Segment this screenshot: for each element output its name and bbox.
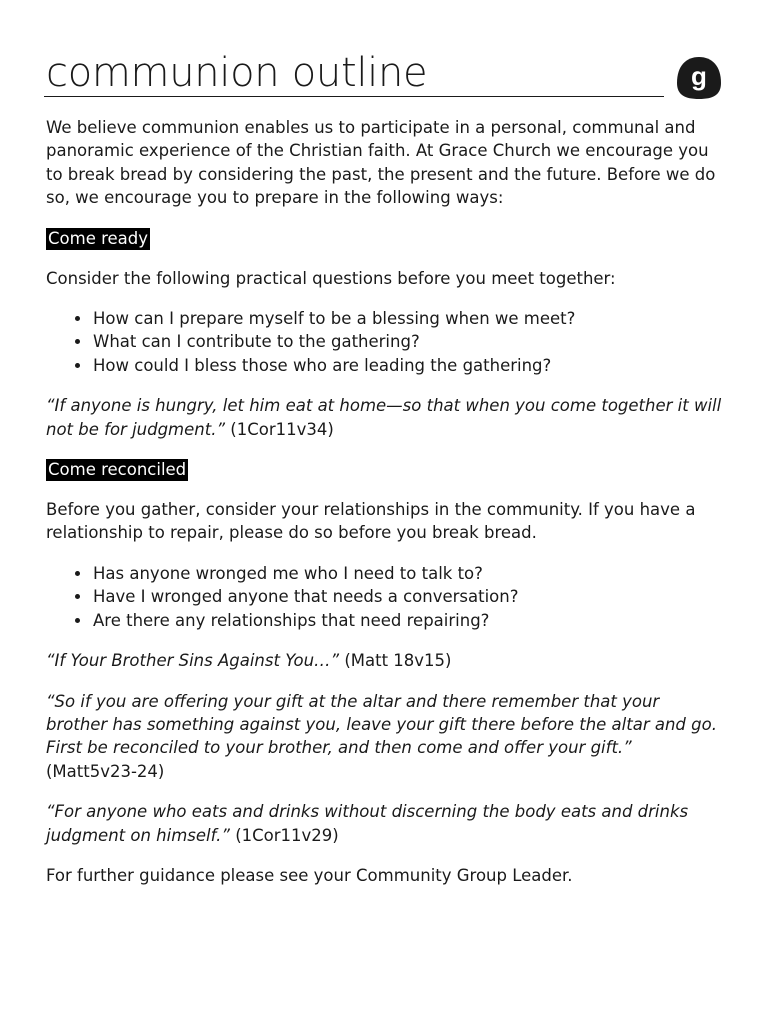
grace-g-logo-icon — [676, 56, 722, 100]
come-ready-text: Consider the following practical questions before you meet together: — [46, 268, 616, 288]
quote-text: “So if you are offering your gift at the altar and there remember that your brother has something against you, leave your gift there before the altar and go. First be reconciled to your brother, and then come and offer your gift.” — [46, 691, 717, 758]
list-item: • Have I wronged anyone that needs a conversation? — [92, 585, 722, 608]
come-reconciled-list — [46, 562, 722, 632]
quote-reference: (Matt 18v15) — [344, 651, 452, 671]
quote-text: “If Your Brother Sins Against You…” — [46, 651, 340, 671]
quote-reference: (1Cor11v34) — [230, 419, 334, 439]
quote-text: “If anyone is hungry, let him eat at home—so that when you come together it will not be for judgment.” — [46, 396, 722, 439]
section-heading-come-ready: Come ready — [48, 228, 149, 248]
list-item: • What can I contribute to the gathering? — [92, 330, 722, 353]
document-body — [46, 100, 722, 887]
closing-paragraph: For further guidance please see your Community Group Leader. — [46, 865, 573, 885]
scripture-quote — [46, 649, 722, 672]
title-underline — [44, 96, 664, 97]
document-page — [46, 44, 722, 904]
scripture-quote — [46, 690, 722, 784]
list-item: • Has anyone wronged me who I need to talk to? — [92, 562, 722, 585]
scripture-quote — [46, 394, 722, 441]
scripture-quote — [46, 800, 722, 847]
come-reconciled-text: Before you gather, consider your relationships in the community. If you have a relationship to repair, please do so before you break bread. — [46, 500, 696, 543]
header — [46, 44, 722, 100]
list-item: • How could I bless those who are leading the gathering? — [92, 354, 722, 377]
page-title: communion outline — [46, 50, 428, 96]
list-item: • How can I prepare myself to be a blessing when we meet? — [92, 307, 722, 330]
section-heading-come-reconciled: Come reconciled — [48, 460, 187, 480]
list-item: • Are there any relationships that need repairing? — [92, 609, 722, 632]
logo-letter: g — [691, 61, 707, 91]
quote-reference: (1Cor11v29) — [235, 825, 339, 845]
intro-paragraph: We believe communion enables us to participate in a personal, communal and panoramic experience of the Christian faith. At Grace Church we encourage you to break bread by considering the past, the present and the future. Before we do so, we encourage you to prepare in the following ways: — [46, 118, 716, 208]
quote-text: “For anyone who eats and drinks without discerning the body eats and drinks judgment on himself.” — [46, 802, 689, 845]
come-ready-list — [46, 307, 722, 377]
quote-reference: (Matt5v23-24) — [46, 761, 165, 781]
